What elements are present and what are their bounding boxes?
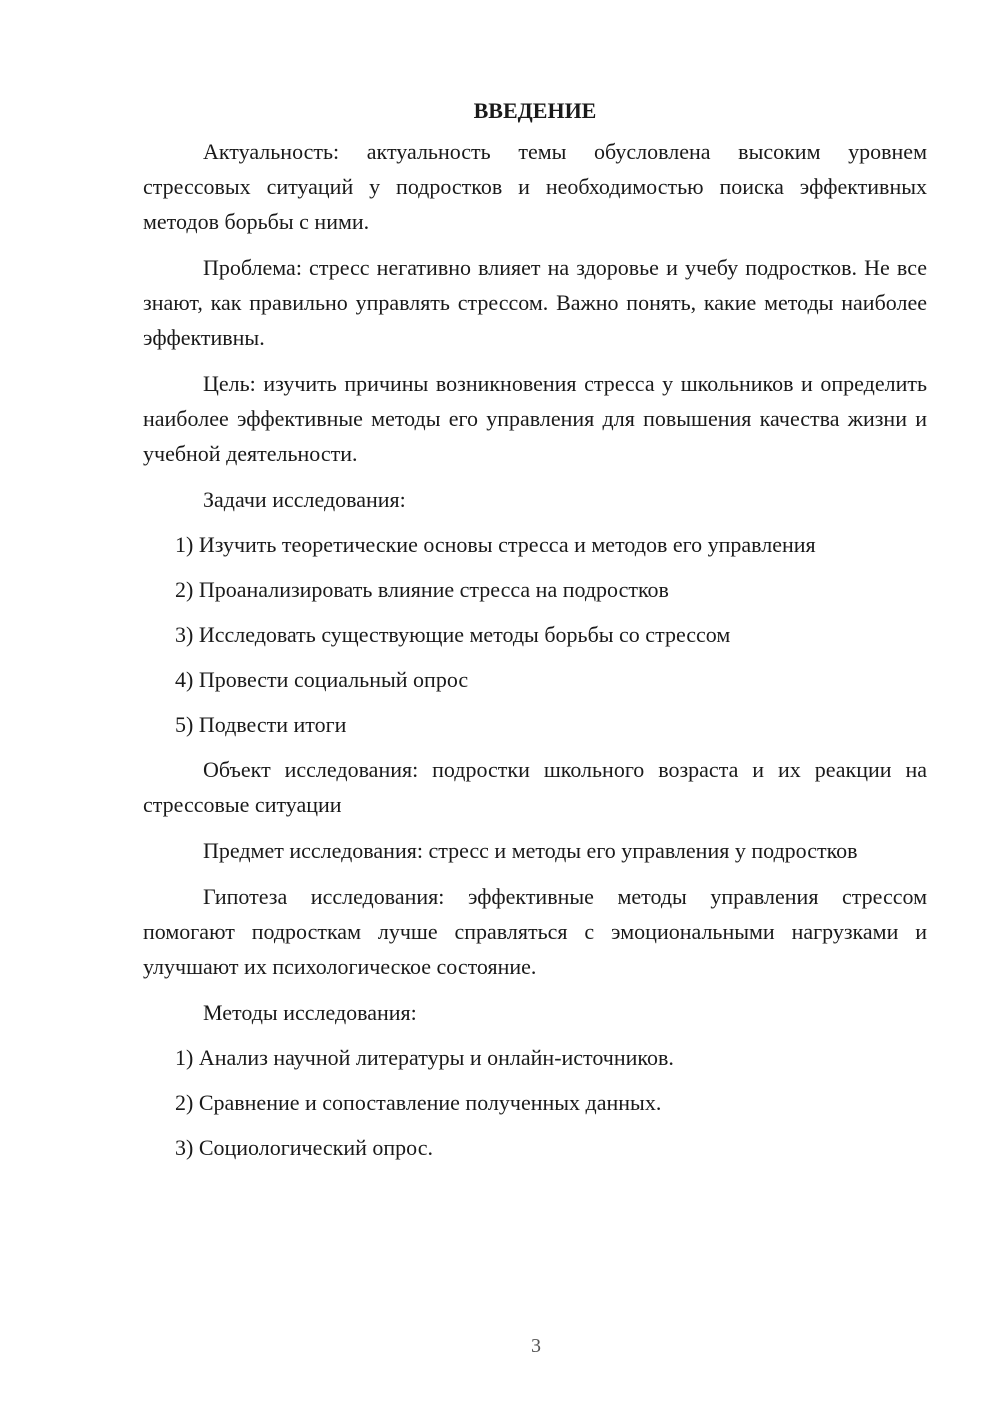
subject-paragraph: Предмет исследования: стресс и методы его управления у подростков bbox=[203, 838, 858, 863]
methods-label: Методы исследования: bbox=[203, 1000, 417, 1025]
method-item: 2) Сравнение и сопоставление полученных данных. bbox=[175, 1090, 662, 1115]
problem-paragraph: Проблема: стресс негативно влияет на здоровье и учебу подростков. Не все знают, как правильно управлять стрессом. Важно понять, какие методы наиболее эффективны. bbox=[143, 255, 927, 350]
page-number: 3 bbox=[531, 1335, 541, 1357]
page-content bbox=[143, 93, 927, 1175]
goal-paragraph: Цель: изучить причины возникновения стресса у школьников и определить наиболее эффективные методы его управления для повышения качества жизни и учебной деятельности. bbox=[143, 371, 927, 466]
task-item: 1) Изучить теоретические основы стресса и методов его управления bbox=[175, 532, 816, 557]
task-item: 2) Проанализировать влияние стресса на подростков bbox=[175, 577, 669, 602]
hypothesis-paragraph: Гипотеза исследования: эффективные методы управления стрессом помогают подросткам лучше справляться с эмоциональными нагрузками и улучшают их психологическое состояние. bbox=[143, 884, 927, 979]
task-item: 3) Исследовать существующие методы борьбы со стрессом bbox=[175, 622, 731, 647]
section-title: ВВЕДЕНИЕ bbox=[473, 98, 597, 123]
task-item: 4) Провести социальный опрос bbox=[175, 667, 469, 692]
tasks-label: Задачи исследования: bbox=[203, 487, 406, 512]
methods-list bbox=[143, 1040, 927, 1165]
task-item: 5) Подвести итоги bbox=[175, 712, 347, 737]
tasks-list bbox=[143, 527, 927, 742]
method-item: 3) Социологический опрос. bbox=[175, 1135, 433, 1160]
method-item: 1) Анализ научной литературы и онлайн-источников. bbox=[175, 1045, 674, 1070]
relevance-paragraph: Актуальность: актуальность темы обусловлена высоким уровнем стрессовых ситуаций у подростков и необходимостью поиска эффективных методов борьбы с ними. bbox=[143, 139, 927, 234]
object-paragraph: Объект исследования: подростки школьного возраста и их реакции на стрессовые ситуации bbox=[143, 757, 927, 817]
